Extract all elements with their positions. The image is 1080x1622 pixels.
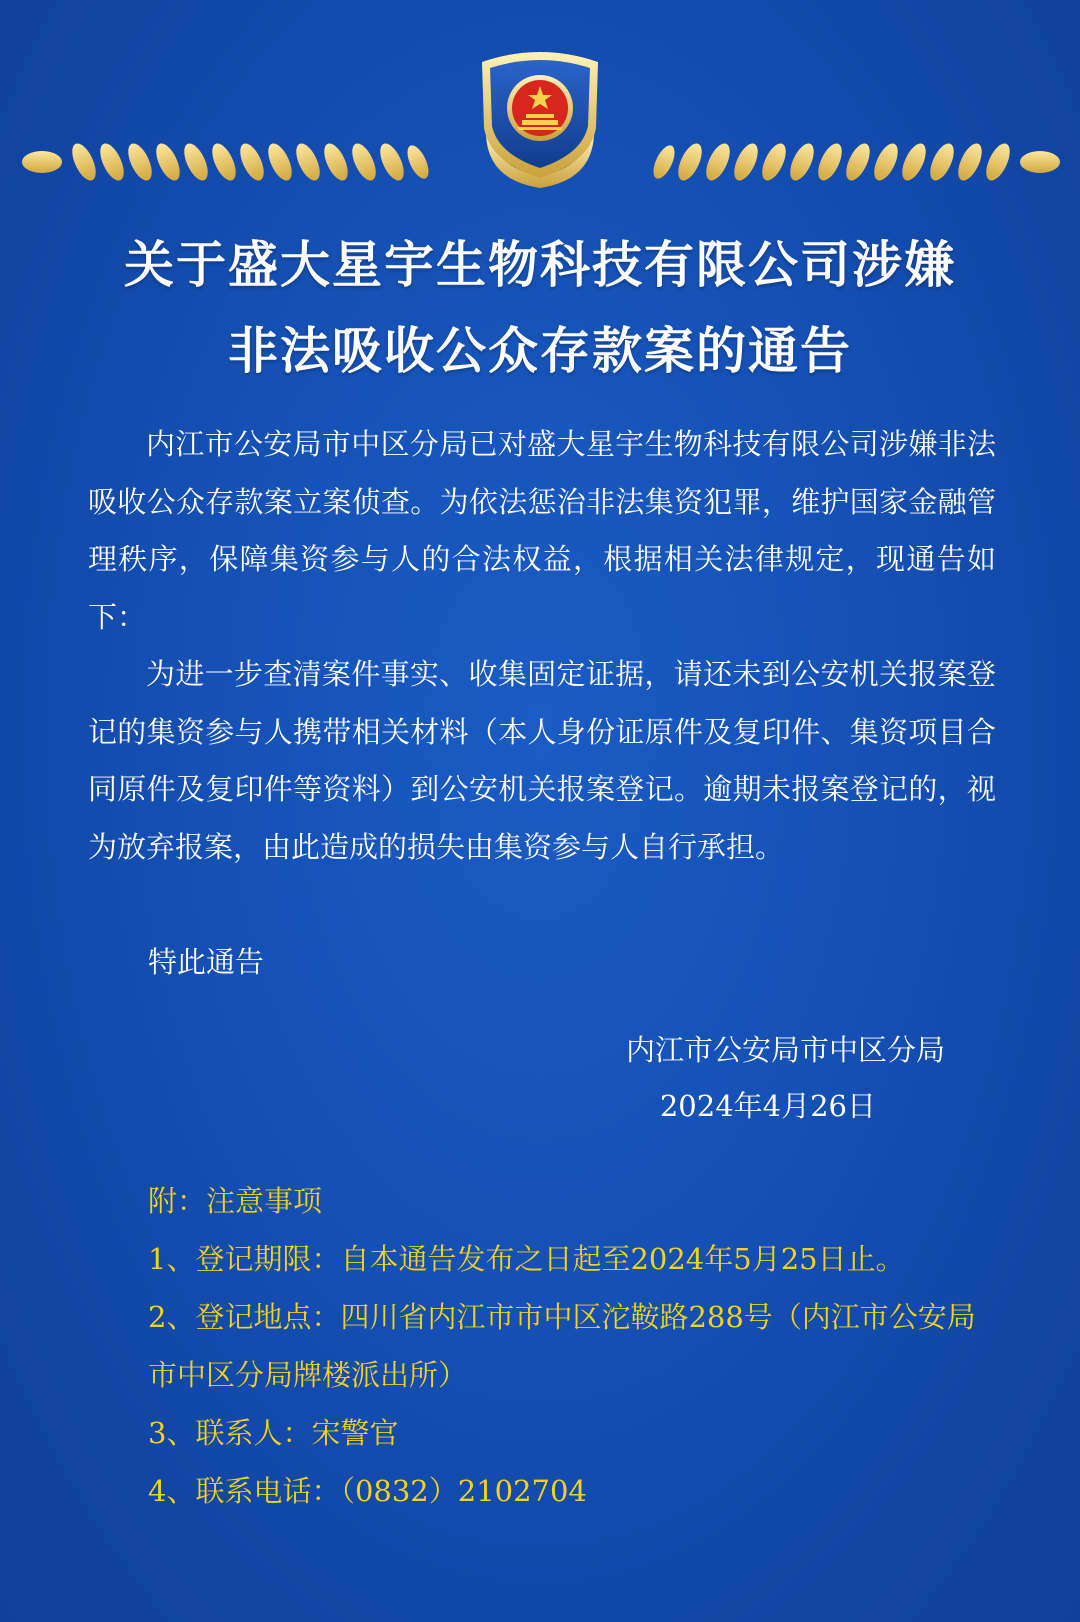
notes-item-location: 2、登记地点：四川省内江市市中区沱鞍路288号（内江市公安局市中区分局牌楼派出所） [148, 1300, 976, 1392]
signature-date: 2024年4月26日 [659, 1089, 876, 1123]
notes-section [148, 1172, 998, 1520]
title-line-2: 非法吸收公众存款案的通告 [228, 321, 852, 380]
wheat-ornament-left-icon [22, 132, 430, 192]
wheat-ornament-right-icon [652, 132, 1060, 192]
body-paragraph-2: 为进一步查清案件事实、收集固定证据，请还未到公安机关报案登记的集资参与人携带相关材料（本人身份证原件及复印件、集资项目合同原件及复印件等资料）到公安机关报案登记。逾期未报案登记的，视为放弃报案，由此造成的损失由集资参与人自行承担。 [88, 657, 996, 864]
notes-item-phone: 4、联系电话：（0832）2102704 [148, 1474, 587, 1508]
closing-phrase: 特此通告 [148, 945, 265, 979]
header-decoration [0, 40, 1080, 200]
notes-item-contact: 3、联系人：宋警官 [148, 1416, 399, 1450]
notice-body [88, 416, 996, 876]
notice-title [0, 222, 1080, 394]
notes-item-period: 1、登记期限：自本通告发布之日起至2024年5月25日止。 [148, 1242, 905, 1276]
signature-organization: 内江市公安局市中区分局 [625, 1033, 945, 1067]
police-emblem-icon [468, 40, 612, 190]
body-paragraph-1: 内江市公安局市中区分局已对盛大星宇生物科技有限公司涉嫌非法吸收公众存款案立案侦查。为依法惩治非法集资犯罪，维护国家金融管理秩序，保障集资参与人的合法权益，根据相关法律规定，现通告如下： [88, 427, 996, 634]
notes-heading: 附：注意事项 [148, 1184, 323, 1218]
title-line-1: 关于盛大星宇生物科技有限公司涉嫌 [124, 235, 956, 294]
